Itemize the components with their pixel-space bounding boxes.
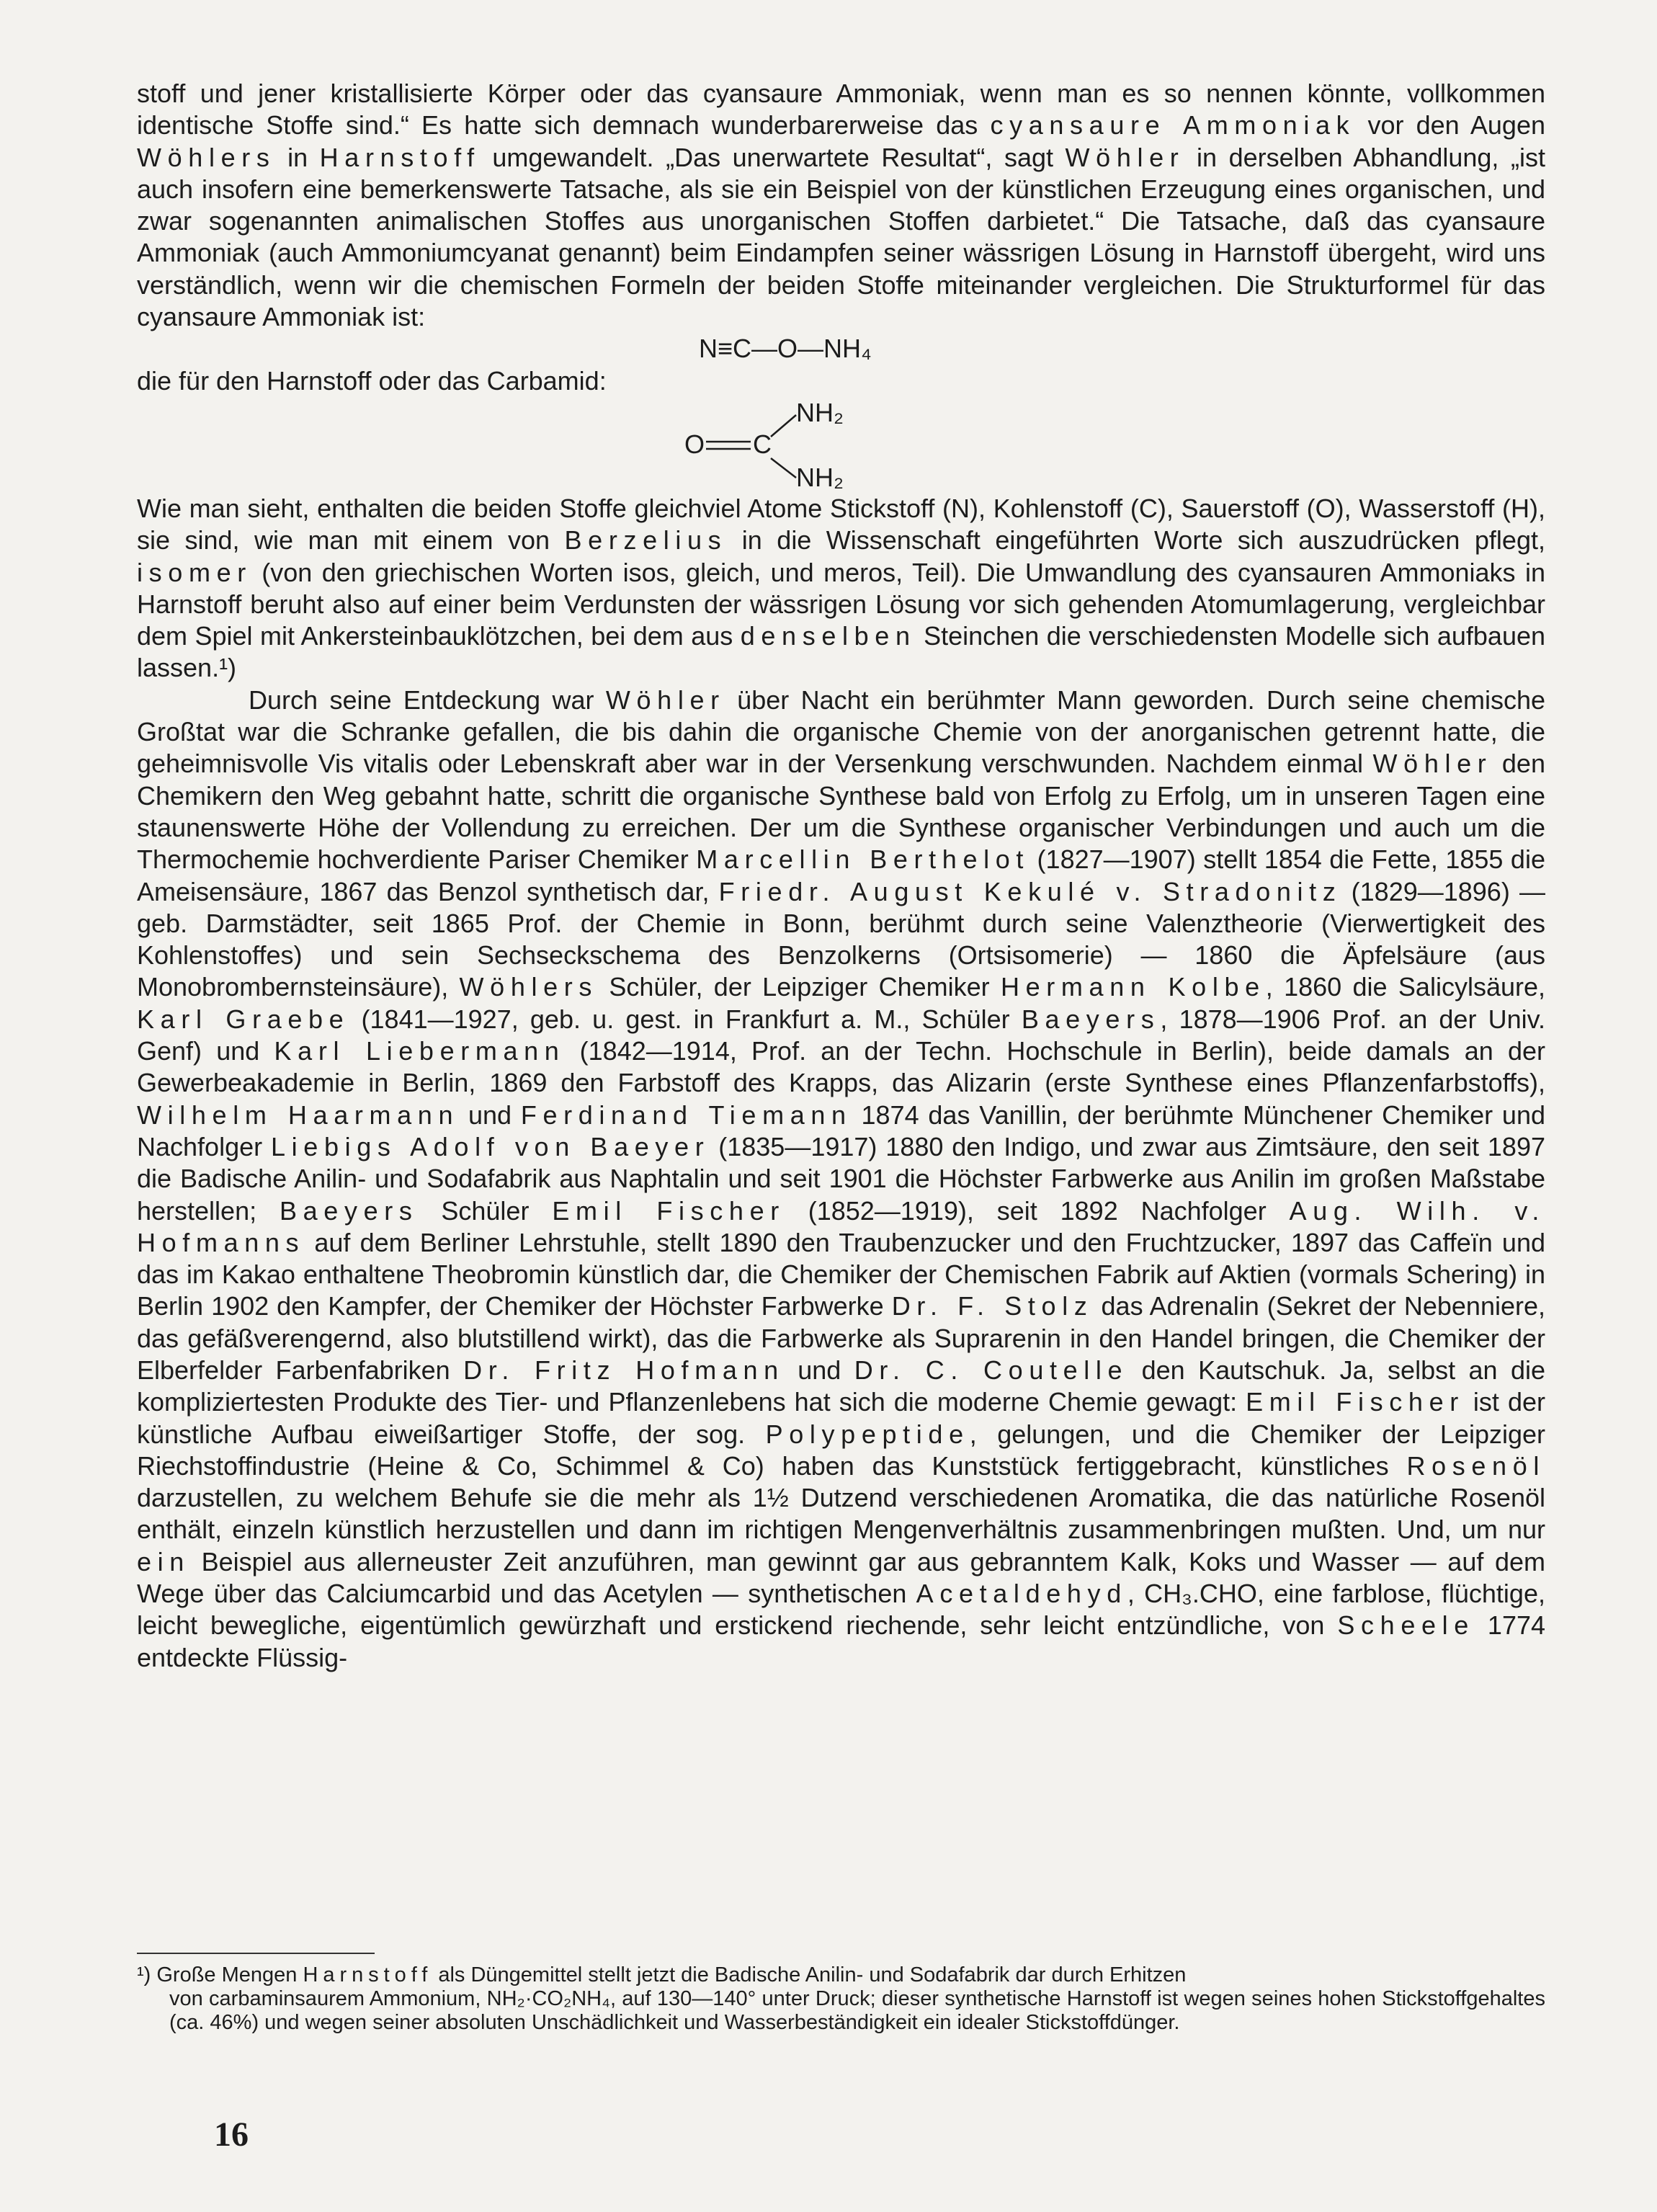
spaced-name: Baeyers	[279, 1195, 419, 1226]
formula-group-nh2-top: NH₂	[796, 397, 844, 427]
spaced-name: Dr. Fritz Hofmann	[463, 1355, 785, 1385]
spaced-name: Berzelius	[564, 525, 728, 556]
text-run: , CH₃.CHO, eine farblose, flüchtige, leicht bewegliche, eigentümlich gewürzhaft und erstickend riechende, sehr leicht entzündliche, von	[137, 1579, 1545, 1641]
paragraph-3	[137, 493, 1545, 684]
spaced-term: Polypeptide	[765, 1419, 970, 1449]
text-run: als Düngemittel stellt jetzt die Badische Anilin- und Sodafabrik dar durch Erhitzen	[432, 1963, 1187, 1986]
footnote-line-1	[137, 1963, 1545, 1987]
text-run: Schüler	[418, 1195, 553, 1226]
formula-group-nh2-bottom: NH₂	[796, 462, 844, 492]
formula-atom-c: C	[753, 429, 772, 459]
footnote-divider	[137, 1953, 375, 1954]
formula-carbamid	[137, 397, 1545, 493]
spaced-term: Acetaldehyd	[916, 1579, 1127, 1609]
text-run: umgewandelt. „Das unerwartete Resultat“, sagt	[480, 142, 1066, 172]
text-run: Schüler, der Leipziger Chemiker	[598, 972, 1001, 1002]
paragraph-2	[137, 365, 1545, 397]
text-run: Wie man sieht, enthalten die beiden Stoffe gleichviel Atome Stickstoff (N), Kohlenstoff (C), Sauerstoff (O), Wasserstoff (H), sie sind, wie man mit einem von	[137, 493, 1545, 556]
spaced-term: ein	[137, 1546, 190, 1577]
spaced-name: Scheele	[1337, 1610, 1475, 1641]
spaced-name: Karl Liebermann	[274, 1036, 566, 1066]
text-run: stoff und jener kristallisierte Körper oder das cyansaure Ammoniak, wenn man es so nennen könnte, vollkommen identische Stoffe sind.“ Es hatte sich demnach wunderbarerweise das	[137, 79, 1545, 141]
spaced-name: Wöhler	[1065, 142, 1185, 172]
footnote-continuation: von carbaminsaurem Ammonium, NH₂·CO₂NH₄, auf 130—140° unter Druck; dieser synthetische Harnstoff ist wegen seines hohen Stickstoffgehaltes (ca. 46%) und wegen seiner absoluten Unschädlichkeit und Wasserbeständigkeit ein idealer Stickstoffdünger.	[169, 1987, 1545, 2034]
text-run: , 1878—1906 Prof. an der Univ. Genf) und	[137, 1004, 1545, 1066]
text-run: in die Wissenschaft eingeführten Worte sich auszudrücken pflegt,	[727, 525, 1545, 556]
formula-ammonium-cyanate	[137, 333, 1545, 365]
spaced-name: Friedr. August Kekulé v. Stradonitz	[718, 876, 1342, 906]
text-run: den Kautschuk. Ja, selbst an die kompliziertesten Produkte des Tier- und Pflanzenlebens hat sich die moderne Chemie gewagt:	[137, 1355, 1545, 1417]
text-run: den Chemikern den Weg gebahnt hatte, schritt die organische Synthese bald von Erfolg zu Erfolg, um in unseren Tagen eine staunenswerte Höhe der Vollendung zu erreichen. Der um die Synthese organischer Verbindungen und auch um die Thermochemie hochverdiente Pariser Chemiker	[137, 749, 1545, 875]
paragraph-1	[137, 78, 1545, 333]
spaced-name: Emil Fischer	[552, 1195, 785, 1226]
spaced-name: Liebigs Adolf von Baeyer	[271, 1131, 710, 1161]
text-run: über Nacht ein berühmter Mann geworden. Durch seine chemische Großtat war die Schranke gefallen, die bis dahin die organische Chemie von der anorganischen getrennt hatte, die geheimnisvolle Vis vitalis oder Lebenskraft aber war in der Versenkung verschwunden. Nachdem einmal	[137, 684, 1546, 779]
spaced-term: denselben	[740, 621, 916, 651]
spaced-name: Dr. F. Stolz	[891, 1291, 1094, 1321]
text-run: (1829—1896) — geb. Darmstädter, seit 1865 Prof. der Chemie in Bonn, berühmt durch seine Valenztheorie (Vierwertigkeit des Kohlenstoffes) und sein Sechseckschema des Benzolkerns (Ortsisomerie) — 1860 die Äpfelsäure (aus Monobrombernsteinsäure),	[137, 876, 1546, 1002]
text-run: das Adrenalin (Sekret der Nebenniere, das gefäßverengernd, also blutstillend wirkt), das die Farbwerke als Suprarenin in den Handel bringen, die Chemiker der Elberfelder Farbenfabriken	[137, 1291, 1545, 1385]
spaced-name: Baeyers	[1021, 1004, 1161, 1034]
text-run: (1842—1914, Prof. an der Techn. Hochschule in Berlin), beide damals an der Gewerbeakademie in Berlin, 1869 den Farbstoff des Krapps, das Alizarin (erste Synthese eines Pflanzenfarbstoffs),	[137, 1036, 1545, 1098]
text-run: in derselben Abhandlung, „ist auch insofern eine bemerkenswerte Tatsache, als sie ein Beispiel von der künstlichen Erzeugung eines organischen, und zwar sogenannten animalischen Stoffes aus unorganischen Stoffen darbietet.“ Die Tatsache, daß das cyansaure Ammoniak (auch Ammoniumcyanat genannt) beim Eindampfen seiner wässrigen Lösung in Harnstoff übergeht, wird uns verständlich, wenn wir die chemischen Formeln der beiden Stoffe miteinander vergleichen. Die Strukturformel für das cyansaure Ammoniak ist:	[137, 142, 1545, 332]
text-run: 1774 entdeckte Flüssig-	[137, 1610, 1546, 1672]
text-run: (1827—1907) stellt 1854 die Fette, 1855 die Ameisensäure, 1867 das Benzol synthetisch dar,	[137, 844, 1545, 906]
text-run: (1835—1917) 1880 den Indigo, und zwar aus Zimtsäure, den seit 1897 die Badische Anilin- und Sodafabrik aus Naphtalin und seit 1901 die Höchster Farbwerke aus Anilin im großen Maßstabe herstellen;	[137, 1131, 1545, 1226]
formula-atom-o: O	[684, 429, 705, 459]
page-number: 16	[214, 2115, 249, 2154]
spaced-term: Harnstoff	[303, 1963, 433, 1986]
spaced-name: Dr. C. Coutelle	[854, 1355, 1129, 1385]
text-run: Steinchen die verschiedensten Modelle sich aufbauen lassen.¹)	[137, 621, 1546, 683]
text-run: und	[459, 1100, 521, 1130]
text-run: darzustellen, zu welchem Behufe sie die mehr als 1½ Dutzend verschiedenen Aromatika, die das natürliche Rosenöl enthält, einzeln künstlich herzustellen und dann im richtigen Mengenverhältnis zusammenbringen mußten. Und, um nur	[137, 1483, 1545, 1545]
text-run: und	[784, 1355, 854, 1385]
text-run: Beispiel aus allerneuster Zeit anzuführen, man gewinnt gar aus gebranntem Kalk, Koks und Wasser — auf dem Wege über das Calciumcarbid und das Acetylen — synthetischen	[137, 1546, 1545, 1609]
spaced-name: Emil Fischer	[1246, 1387, 1465, 1417]
text-run: ¹) Große Mengen	[137, 1963, 303, 1986]
text-run: die für den Harnstoff oder das Carbamid:	[137, 365, 607, 396]
text-run: 1874 das Vanillin, der berühmte Münchener Chemiker und Nachfolger	[137, 1100, 1545, 1161]
spaced-name: Wöhler	[1372, 749, 1493, 779]
text-run: ist der künstliche Aufbau eiweißartiger Stoffe, der sog.	[137, 1387, 1545, 1449]
spaced-name: Wöhlers	[459, 972, 599, 1002]
spaced-name: Wöhler	[605, 684, 725, 715]
spaced-name: Aug. Wilh. v. Hofmanns	[137, 1195, 1545, 1257]
spaced-term: Rosenöl	[1406, 1450, 1545, 1481]
spaced-name: Karl Graebe	[137, 1004, 350, 1034]
formula-text: N≡C—O—NH₄	[699, 334, 872, 364]
text-run: (1841—1927, geb. u. gest. in Frankfurt a. M., Schüler	[349, 1004, 1022, 1034]
spaced-term: isomer	[137, 557, 252, 587]
spaced-term: Harnstoff	[319, 142, 481, 172]
paragraph-4	[137, 684, 1545, 1674]
text-run: auf dem Berliner Lehrstuhle, stellt 1890 den Traubenzucker und den Fruchtzucker, 1897 das Caffeïn und das im Kakao enthaltene Theobromin künstlich dar, die Chemiker der Chemischen Fabrik auf Aktien (vormals Schering) in Berlin 1902 den Kampfer, der Chemiker der Höchster Farbwerke	[137, 1227, 1545, 1321]
text-run: , gelungen, und die Chemiker der Leipziger Riechstoffindustrie (Heine & Co, Schimmel & Co) haben das Kunststück fertiggebracht, künstliches	[137, 1419, 1546, 1481]
spaced-name: Ferdinand Tiemann	[520, 1100, 852, 1130]
spaced-name: Wöhlers	[137, 142, 276, 172]
formula-bonds	[137, 397, 857, 493]
text-run: vor den Augen	[1355, 110, 1545, 141]
text-run: , 1860 die Salicylsäure,	[1265, 972, 1545, 1002]
spaced-name: Hermann Kolbe	[1000, 972, 1266, 1002]
text-run: (1852—1919), seit 1892 Nachfolger	[785, 1195, 1290, 1226]
spaced-name: Marcellin Berthelot	[696, 844, 1030, 875]
spaced-name: Wilhelm Haarmann	[137, 1100, 460, 1130]
footnote	[137, 1963, 1545, 2035]
text-run: Durch seine Entdeckung war	[249, 684, 606, 715]
spaced-term: cyansaure Ammoniak	[990, 110, 1356, 141]
text-run: in	[275, 142, 320, 172]
text-run: (von den griechischen Worten isos, gleich, und meros, Teil). Die Umwandlung des cyansauren Ammoniaks in Harnstoff beruht also auf einer beim Verdunsten der wässrigen Lösung vor sich gehenden Atomumlagerung, vergleichbar dem Spiel mit Ankersteinbauklötzchen, bei dem aus	[137, 557, 1545, 651]
body-text	[137, 78, 1545, 1674]
